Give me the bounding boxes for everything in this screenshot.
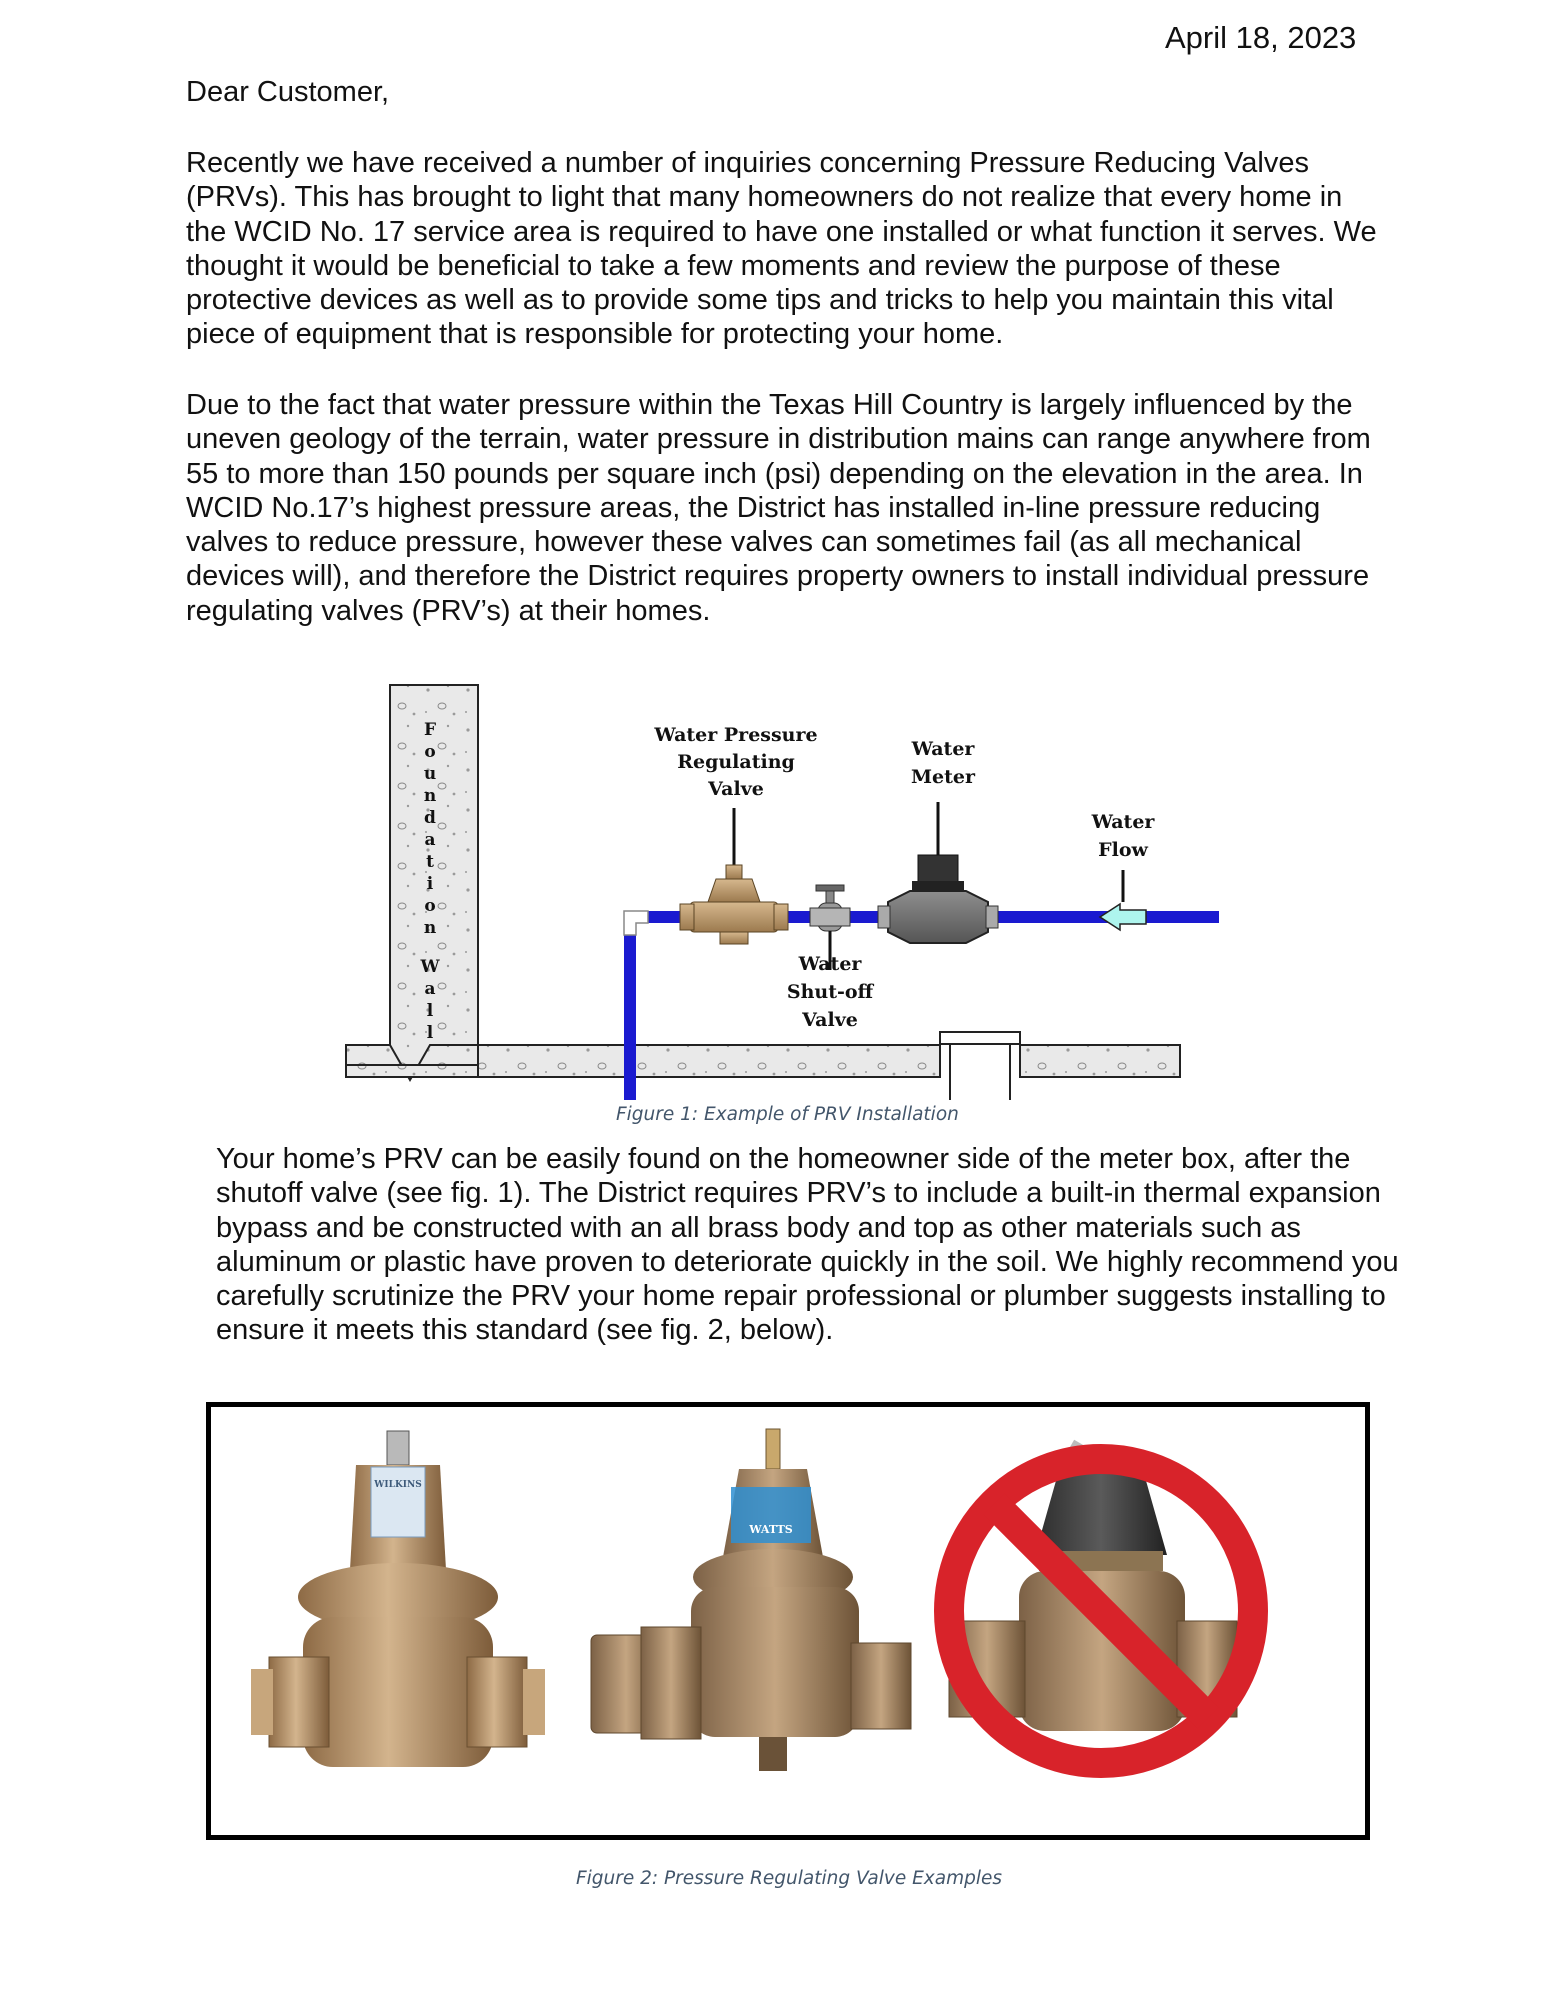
paragraph-location: Your home’s PRV can be easily found on the homeowner side of the meter box, after the shutoff valve (see fig. 1). The District requires PRV’s to include a built-in thermal expansion bypass and be constructed with an all brass body and top as other materials such as aluminum or plastic have proven to deteriorate quickly in the soil. We highly recommend you carefully scrutinize the PRV your home repair professional or plumber suggests installing to ensure it meets this standard (see fig. 2, below). [216, 1143, 1399, 1347]
paragraph-pressure: Due to the fact that water pressure within the Texas Hill Country is largely influenced by the uneven geology of the terrain, water pressure in distribution mains can range anywhere from 55 to more than 150 pounds per square inch (psi) depending on the elevation in the area. In WCID No.17’s highest pressure areas, the District has installed in-line pressure reducing valves to reduce pressure, however these valves can sometimes fail (as all mechanical devices will), and therefore the District requires property owners to install individual pressure regulating valves (PRV’s) at their homes. [186, 389, 1371, 627]
letter-date: April 18, 2023 [1165, 20, 1357, 55]
svg-text:W: W [420, 957, 440, 977]
svg-text:o: o [424, 742, 436, 762]
svg-text:u: u [423, 764, 437, 784]
flow-label: Water [1091, 811, 1155, 833]
meter-label: Water [911, 738, 975, 760]
valve-examples-illustration [211, 1407, 1365, 1835]
shutoff-label: Water [798, 953, 862, 975]
prv-valve-icon [680, 808, 788, 944]
water-meter-icon [878, 802, 998, 943]
foundation-wall-icon [346, 685, 1180, 1100]
prv-label: Valve [708, 778, 764, 800]
meter-label: Meter [911, 766, 975, 788]
salutation: Dear Customer, [186, 76, 390, 108]
svg-text:a: a [424, 830, 436, 850]
prv-label: Water Pressure [654, 724, 818, 746]
svg-text:t: t [426, 852, 434, 872]
figure1-caption: Figure 1: Example of PRV Installation [616, 1104, 959, 1125]
flow-label: Flow [1098, 839, 1148, 861]
shutoff-label: Shut-off [786, 981, 874, 1003]
approved-valve-2 [591, 1429, 911, 1771]
figure2-caption: Figure 2: Pressure Regulating Valve Examples [576, 1868, 1002, 1889]
shutoff-label: Valve [802, 1009, 858, 1031]
flow-arrow-icon [1100, 870, 1146, 930]
svg-text:a: a [424, 979, 436, 999]
svg-text:i: i [426, 874, 434, 894]
svg-text:o: o [424, 896, 436, 916]
approved-valve-1 [251, 1431, 545, 1767]
prv-label: Regulating [677, 751, 795, 773]
valve-examples-frame [206, 1402, 1370, 1840]
svg-text:l: l [426, 1001, 434, 1021]
svg-text:d: d [424, 808, 436, 828]
svg-text:F: F [423, 720, 437, 740]
paragraph-intro: Recently we have received a number of inquiries concerning Pressure Reducing Valves (PRVs). This has brought to light that many homeowners do not realize that every home in the WCID No. 17 service area is required to have one installed or what function it serves. We thought it would be beneficial to take a few moments and review the purpose of these protective devices as well as to provide some tips and tricks to help you maintain this vital piece of equipment that is responsible for protecting your home. [186, 147, 1377, 351]
svg-text:WILKINS: WILKINS [374, 1480, 422, 1490]
svg-text:l: l [426, 1023, 434, 1043]
svg-text:n: n [423, 918, 437, 938]
svg-text:n: n [423, 786, 437, 806]
prv-installation-diagram [340, 640, 1220, 1100]
svg-text:WATTS: WATTS [749, 1523, 793, 1536]
